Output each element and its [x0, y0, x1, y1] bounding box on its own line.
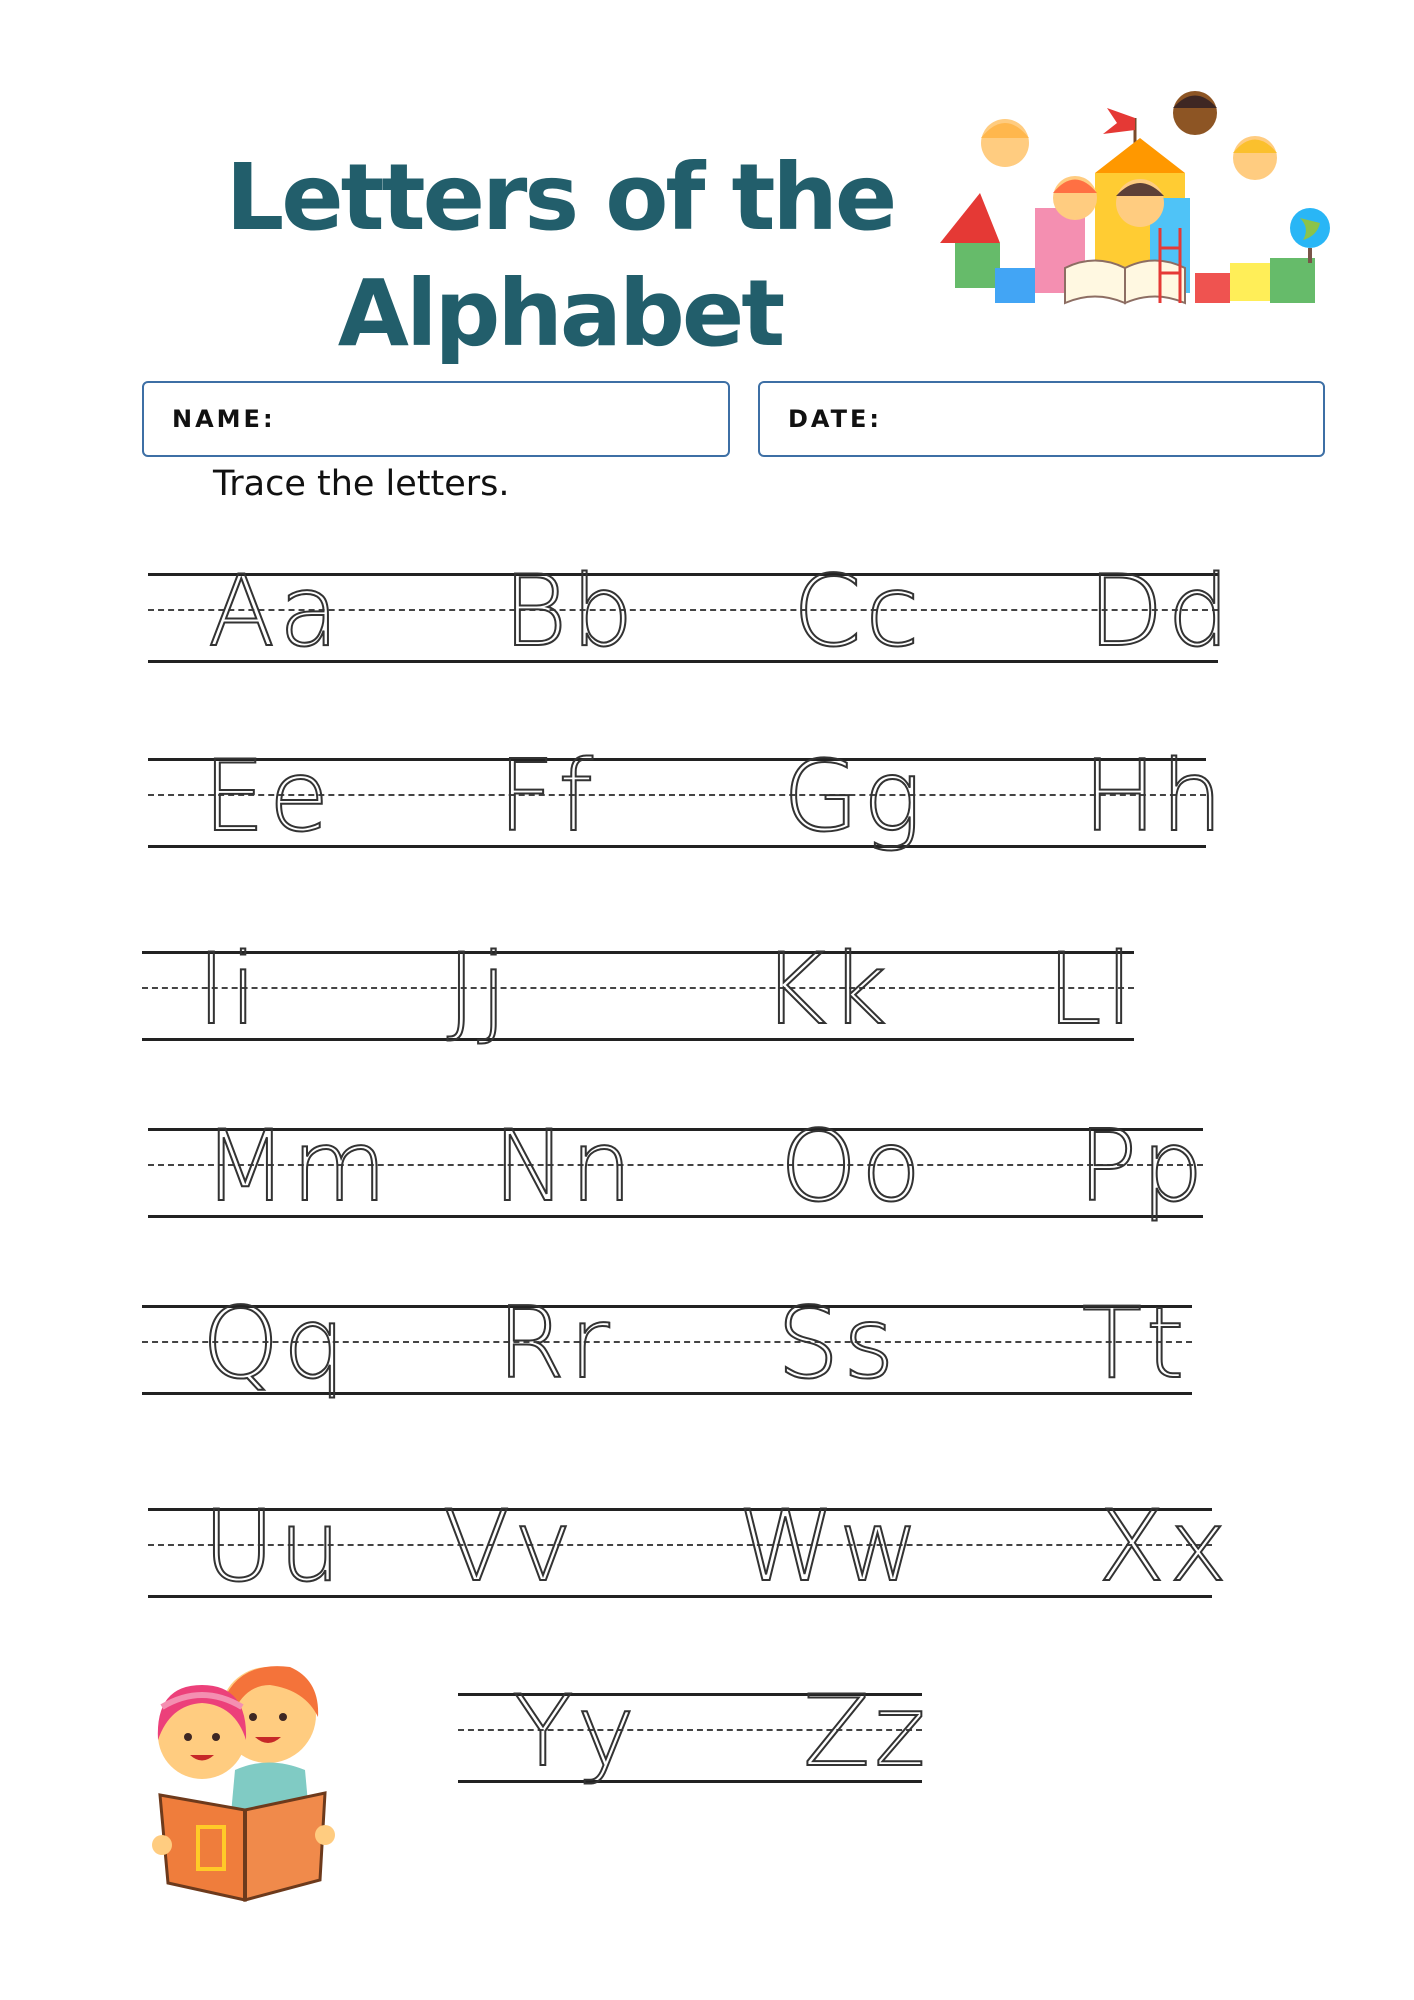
trace-letter: Ww [738, 1490, 924, 1604]
trace-letter: Vv [443, 1490, 577, 1604]
trace-letter: Cc [793, 555, 924, 669]
tracing-row-4 [148, 1110, 1208, 1224]
trace-letter: Nn [493, 1110, 637, 1224]
trace-letter: Xx [1098, 1490, 1232, 1604]
name-label: NAME: [172, 405, 276, 433]
trace-letter: Ii [197, 933, 262, 1047]
trace-letter: Uu [203, 1490, 345, 1604]
trace-letter: Zz [803, 1675, 930, 1789]
tracing-row-3 [142, 933, 1137, 1047]
trace-letter: Mm [203, 1110, 392, 1224]
date-field[interactable] [758, 381, 1325, 457]
trace-letter: Ff [498, 740, 597, 854]
base-line [142, 1038, 1134, 1041]
trace-letter: Rr [497, 1287, 614, 1401]
trace-letter: Dd [1088, 555, 1234, 669]
trace-letter: Tt [1082, 1287, 1189, 1401]
trace-letter: Ll [1047, 933, 1137, 1047]
trace-letter: Ss [777, 1287, 899, 1401]
title-line-2: Alphabet [337, 260, 783, 367]
tracing-row-2 [148, 740, 1227, 854]
trace-letter: Gg [783, 740, 926, 854]
worksheet-title [150, 140, 970, 372]
tracing-row-1 [148, 555, 1234, 669]
tracing-row-7 [458, 1675, 930, 1789]
title-line-1: Letters of the [225, 144, 895, 251]
date-label: DATE: [788, 405, 882, 433]
name-field[interactable] [142, 381, 730, 457]
trace-letter: Bb [503, 555, 638, 669]
trace-letter: Oo [780, 1110, 926, 1224]
trace-letter: Ee [203, 740, 334, 854]
trace-letter: Qq [202, 1287, 350, 1401]
trace-letter: Aa [208, 555, 344, 669]
top-guide-line [142, 951, 1134, 954]
trace-letter: Jj [447, 933, 512, 1047]
tracing-row-6 [148, 1490, 1232, 1604]
trace-letter: Kk [762, 933, 892, 1047]
trace-letter: Hh [1083, 740, 1227, 854]
trace-letter: Pp [1078, 1110, 1208, 1224]
kids-with-blocks-illustration [935, 78, 1345, 318]
middle-dashed-line [142, 987, 1134, 989]
trace-letter: Yy [513, 1675, 639, 1789]
kids-reading-book-illustration [140, 1645, 350, 1910]
instruction-text: Trace the letters. [213, 464, 510, 504]
tracing-row-5 [142, 1287, 1192, 1401]
